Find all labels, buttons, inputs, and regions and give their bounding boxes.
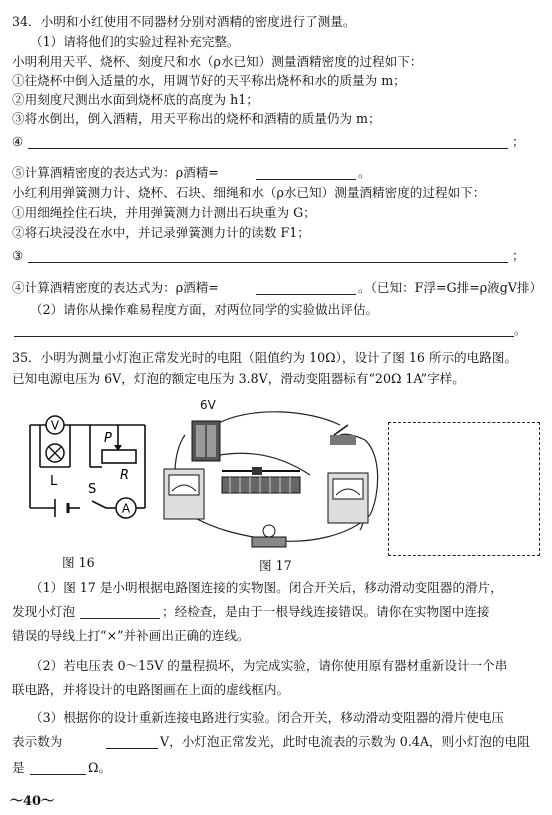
q34-xh-step4: ④计算酒精密度的表达式为：ρ酒精= xyxy=(12,280,219,295)
q35-p1-line2-end: ；经检查，是由于一根导线连接错误。请你在实物图中连接 xyxy=(162,604,490,619)
ammeter-label: A xyxy=(121,501,131,516)
wiring-photo-fig17 xyxy=(160,395,382,555)
drawing-box[interactable] xyxy=(388,422,540,556)
q34-xm-step3: ③将水倒出，倒入酒精，用天平称出的烧杯和酒精的质量仍为 m； xyxy=(12,111,381,126)
fig16-caption: 图 16 xyxy=(62,555,95,570)
answer-blank[interactable] xyxy=(256,179,356,180)
q34-xm-intro: 小明利用天平、烧杯、刻度尺和水（ρ水已知）测量酒精密度的过程如下： xyxy=(12,54,423,69)
page-number: ～40～ xyxy=(10,794,55,809)
q35-p3-line2-end: V，小灯泡正常发光，此时电流表的示数为 0.4A，则小灯泡的电阻 xyxy=(160,734,530,749)
q35-p3-line1: （3）根据你的设计重新连接电路进行实验。闭合开关，移动滑动变阻器的滑片使电压 xyxy=(30,710,504,725)
q35-p3-line3-end: Ω。 xyxy=(88,760,112,775)
answer-blank[interactable] xyxy=(14,336,514,337)
q34-xm-step4-label: ④ xyxy=(12,134,24,149)
q34-xh-step1: ①用细绳拴住石块，并用弹簧测力计测出石块重为 G； xyxy=(12,205,316,220)
answer-blank[interactable] xyxy=(80,618,160,619)
answer-blank[interactable] xyxy=(28,262,508,263)
q35-p1-line1: （1）图 17 是小明根据电路图连接的实物图。闭合开关后，移动滑动变阻器的滑片， xyxy=(30,580,503,595)
fig17-caption: 图 17 xyxy=(259,558,292,573)
rheostat-label: R xyxy=(120,468,130,483)
q35-p3-line3-start: 是 xyxy=(12,760,25,775)
answer-blank[interactable] xyxy=(28,148,508,149)
q34-xh-step3-end: ； xyxy=(512,248,525,263)
q35-p2-line2: 联电路，并将设计的电路图画在上面的虚线框内。 xyxy=(12,682,290,697)
q35-title: 35．小明为测量小灯泡正常发光时的电阻（阻值约为 10Ω），设计了图 16 所示的电路图。 xyxy=(12,350,518,365)
switch-label: S xyxy=(88,482,97,497)
q34-part2-end: 。 xyxy=(514,322,527,337)
q34-xm-step5-end: 。 xyxy=(358,165,371,180)
slider-label: P xyxy=(104,431,112,446)
q35-p3-line2-start: 表示数为 xyxy=(12,734,63,749)
q34-xh-intro: 小红利用弹簧测力计、烧杯、石块、细绳和水（ρ水已知）测量酒精密度的过程如下： xyxy=(12,185,486,200)
q35-p1-line3: 错误的导线上打“×”并补画出正确的连线。 xyxy=(12,628,250,643)
q34-xm-step5: ⑤计算酒精密度的表达式为：ρ酒精= xyxy=(12,165,219,180)
q34-part1: （1）请将他们的实验过程补充完整。 xyxy=(30,34,240,49)
q35-p2-line1: （2）若电压表 0～15V 的量程损坏，为完成实验，请你使用原有器材重新设计一个串 xyxy=(30,658,508,673)
q35-line2: 已知电源电压为 6V，灯泡的额定电压为 3.8V，滑动变阻器标有“20Ω 1A”字样。 xyxy=(12,371,465,386)
circuit-diagram-fig16 xyxy=(10,395,160,535)
q34-xh-step3-label: ③ xyxy=(12,248,24,263)
q34-xh-step2: ②将石块浸没在水中，并记录弹簧测力计的读数 F1； xyxy=(12,225,310,240)
q34-xh-step4-end: 。（已知：F浮=G排=ρ液gV排） xyxy=(358,280,543,295)
q34-xm-step1: ①往烧杯中倒入适量的水，用调节好的天平称出烧杯和水的质量为 m； xyxy=(12,73,406,88)
answer-blank[interactable] xyxy=(256,294,356,295)
answer-blank[interactable] xyxy=(30,774,86,775)
lamp-label: L xyxy=(50,474,58,489)
answer-blank[interactable] xyxy=(106,748,158,749)
voltmeter-label: V xyxy=(50,418,60,433)
q34-title: 34．小明和小红使用不同器材分别对酒精的密度进行了测量。 xyxy=(12,14,356,29)
q34-xm-step2: ②用刻度尺测出水面到烧杯底的高度为 h1； xyxy=(12,92,259,107)
q35-p1-line2-start: 发现小灯泡 xyxy=(12,604,75,619)
source-voltage-label: 6V xyxy=(200,398,216,412)
q34-part2: （2）请你从操作难易程度方面，对两位同学的实验做出评估。 xyxy=(30,302,379,317)
q34-xm-step4-end: ； xyxy=(512,134,525,149)
